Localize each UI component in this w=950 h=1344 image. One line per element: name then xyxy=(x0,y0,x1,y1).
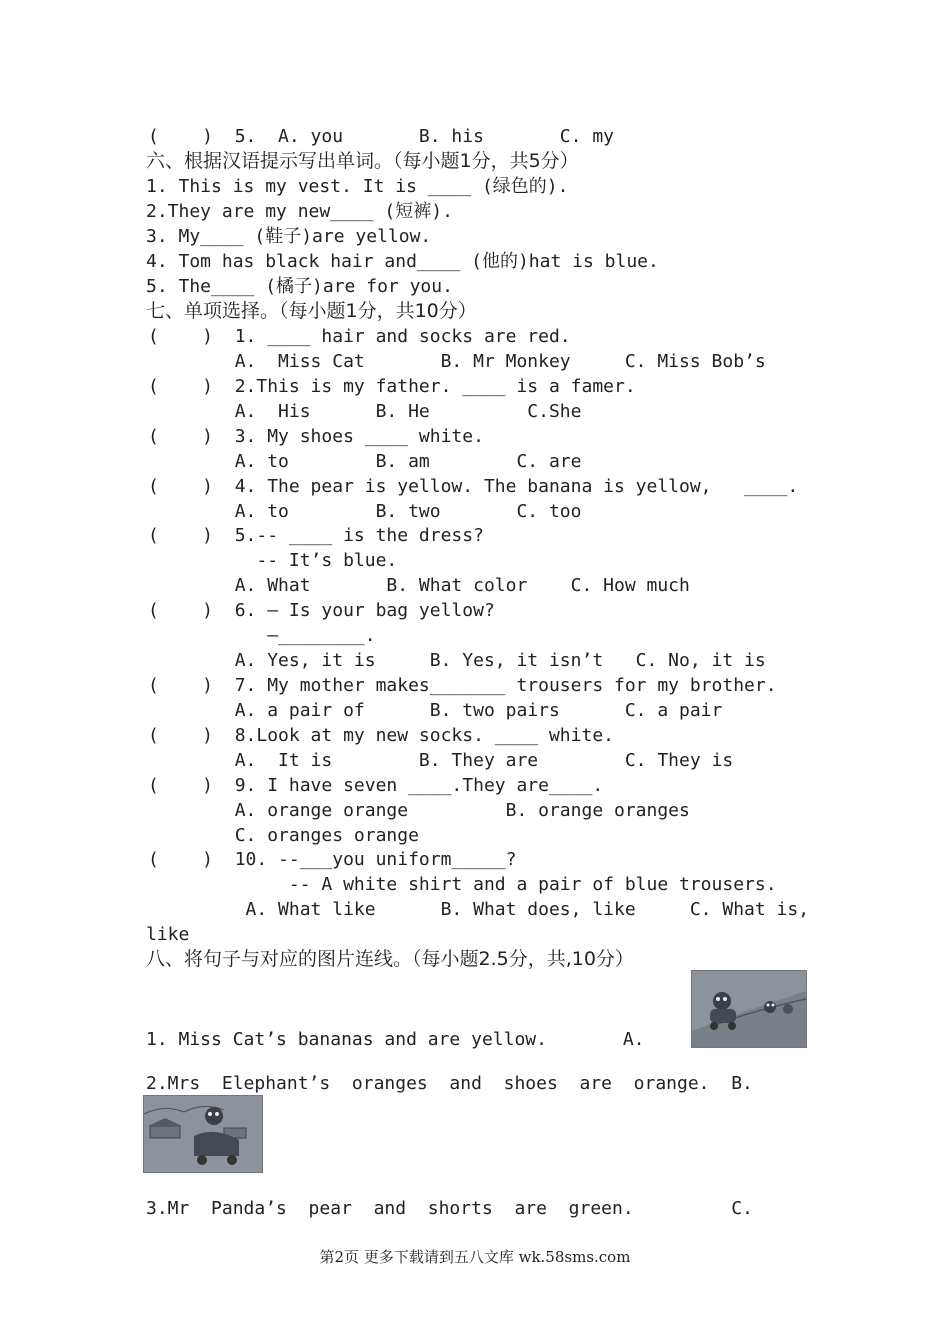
section-8-heading: 八、将句子与对应的图片连线。（每小题2.5分，共,10分） xyxy=(146,948,634,970)
cartoon-cow-illustration-icon xyxy=(144,1096,262,1172)
s7-q9-options-c: C. oranges orange xyxy=(148,825,419,846)
s7-q10-options: A. What like B. What does, like C. What is, xyxy=(148,899,810,920)
s7-q8-options: A. It is B. They are C. They is xyxy=(148,750,734,771)
s7-q4: ( ) 4. The pear is yellow. The banana is yellow, ____. xyxy=(148,476,799,497)
page-footer: 第2页 更多下载请到五八文库 wk.58sms.com xyxy=(319,1248,631,1266)
s7-q7: ( ) 7. My mother makes_______ trousers for my brother. xyxy=(148,675,777,696)
s7-q5-options: A. What B. What color C. How much xyxy=(148,575,690,596)
s6-q2: 2.They are my new____ (短裤). xyxy=(146,201,453,222)
s7-q1: ( ) 1. ____ hair and socks are red. xyxy=(148,326,571,347)
s7-q9-options-ab: A. orange orange B. orange oranges xyxy=(148,800,690,821)
s7-q10: ( ) 10. --___you uniform_____? xyxy=(148,849,517,870)
section-6-heading: 六、根据汉语提示写出单词。（每小题1分，共5分） xyxy=(146,150,579,172)
s6-q4: 4. Tom has black hair and____ (他的)hat is blue. xyxy=(146,251,659,272)
s7-q3-options: A. to B. am C. are xyxy=(148,451,582,472)
s7-q6: ( ) 6. — Is your bag yellow? xyxy=(148,600,495,621)
picture-a xyxy=(691,970,807,1048)
s7-q7-options: A. a pair of B. two pairs C. a pair xyxy=(148,700,723,721)
s7-q5-answer: -- It’s blue. xyxy=(148,550,398,571)
s7-q5: ( ) 5.-- ____ is the dress? xyxy=(148,525,484,546)
s7-q4-options: A. to B. two C. too xyxy=(148,501,582,522)
s7-q10-answer: -- A white shirt and a pair of blue trousers. xyxy=(148,874,777,895)
s7-q1-options: A. Miss Cat B. Mr Monkey C. Miss Bob’s xyxy=(148,351,766,372)
s7-q2-options: A. His B. He C.She xyxy=(148,401,582,422)
s7-q3: ( ) 3. My shoes ____ white. xyxy=(148,426,484,447)
s8-q3: 3.Mr Panda’s pear and shorts are green. C. xyxy=(146,1198,753,1219)
s7-q9: ( ) 9. I have seven ____.They are____. xyxy=(148,775,604,796)
s6-q1: 1. This is my vest. It is ____ (绿色的). xyxy=(146,176,569,197)
s7-q2: ( ) 2.This is my father. ____ is a famer. xyxy=(148,376,636,397)
s6-q3: 3. My____ (鞋子)are yellow. xyxy=(146,226,432,247)
s7-q8: ( ) 8.Look at my new socks. ____ white. xyxy=(148,725,614,746)
s6-q5: 5. The____ (橘子)are for you. xyxy=(146,276,453,297)
s7-q10-options-wrap: like xyxy=(146,924,190,945)
q5-prev-options: ( ) 5. A. you B. his C. my xyxy=(148,126,614,147)
cartoon-animal-illustration-icon xyxy=(692,971,806,1047)
s7-q6-options: A. Yes, it is B. Yes, it isn’t C. No, it is xyxy=(148,650,766,671)
section-7-heading: 七、单项选择。（每小题1分，共10分） xyxy=(146,300,477,322)
s8-q1: 1. Miss Cat’s bananas and are yellow. A. xyxy=(146,1029,645,1050)
s7-q6-answer: —________. xyxy=(148,625,376,646)
s8-q2: 2.Mrs Elephant’s oranges and shoes are orange. B. xyxy=(146,1073,753,1094)
picture-b xyxy=(143,1095,263,1173)
